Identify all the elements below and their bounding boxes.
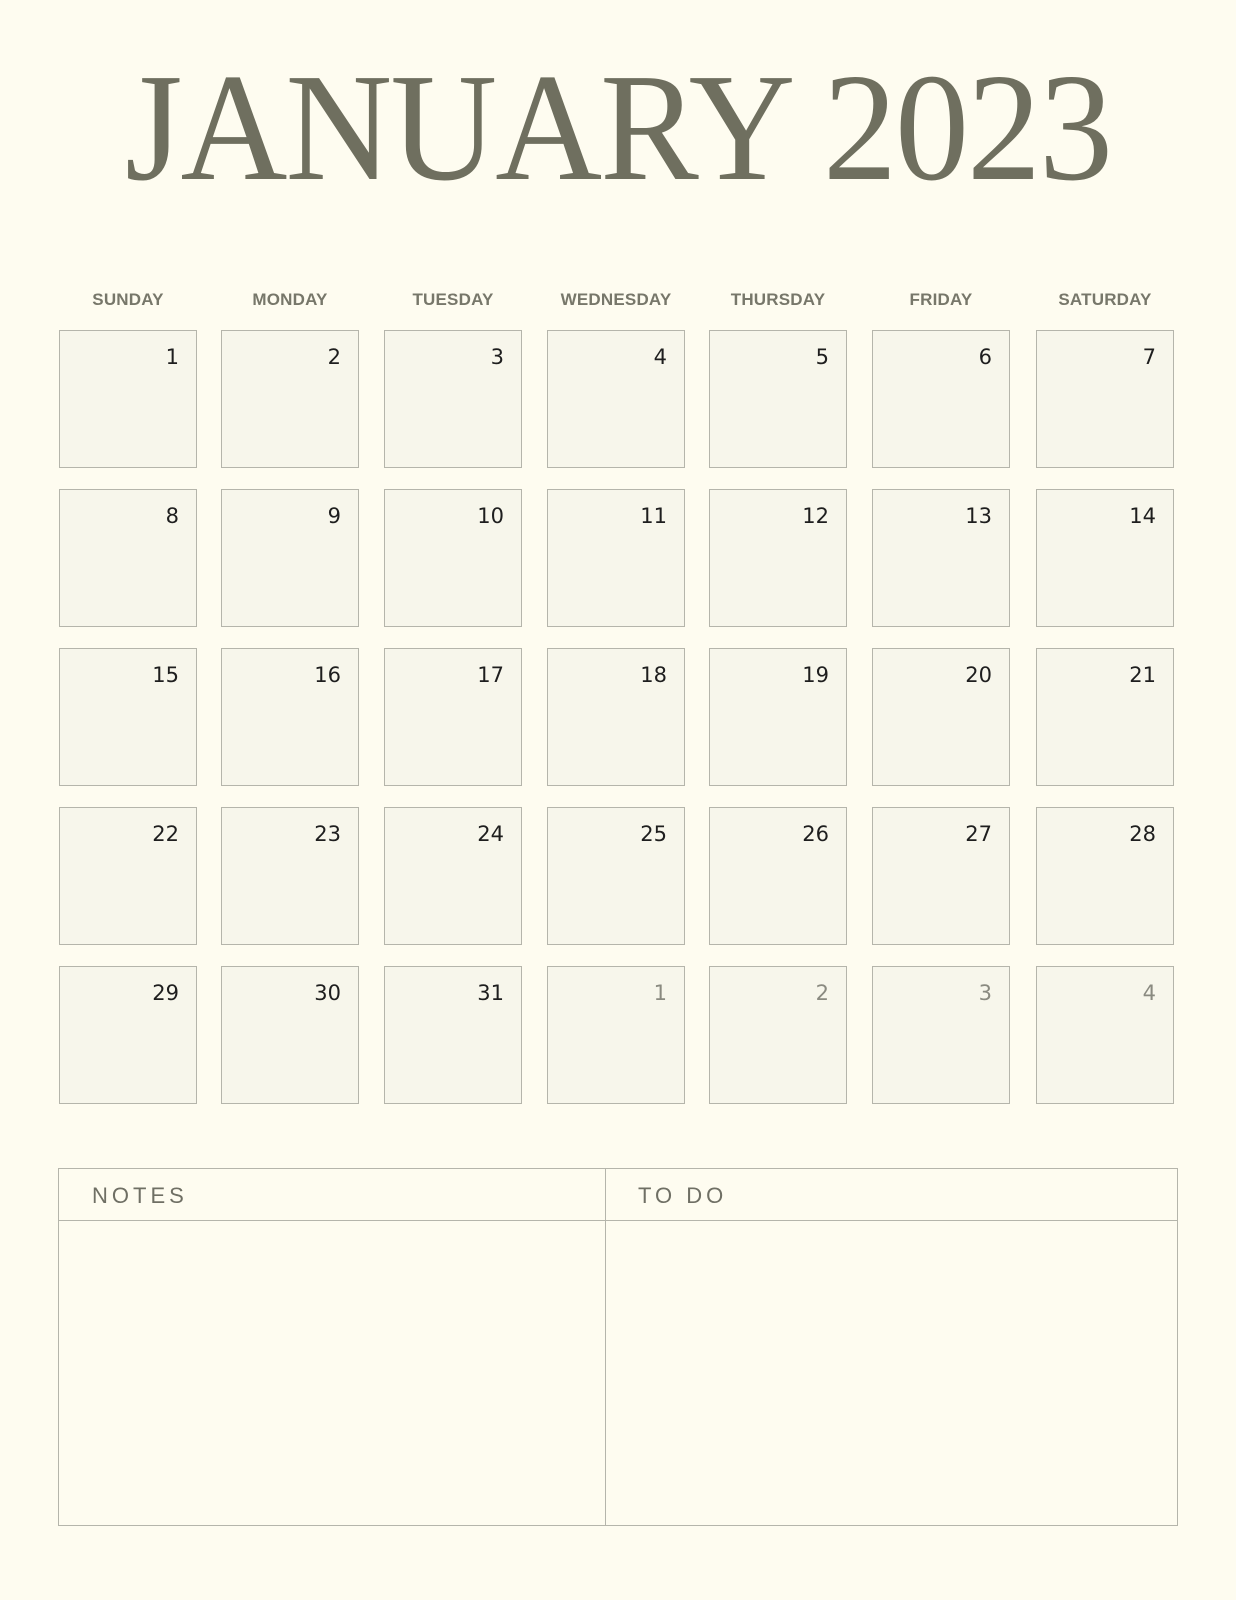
day-number: 3 bbox=[490, 345, 504, 369]
day-cell[interactable] bbox=[384, 807, 522, 945]
weekday-label-wednesday: WEDNESDAY bbox=[560, 290, 672, 309]
weekday-label-friday: FRIDAY bbox=[909, 290, 973, 309]
day-number: 12 bbox=[802, 504, 829, 528]
day-number: 19 bbox=[802, 663, 829, 687]
day-number: 17 bbox=[477, 663, 504, 687]
day-number: 3 bbox=[978, 981, 992, 1005]
day-number: 10 bbox=[477, 504, 504, 528]
day-number: 14 bbox=[1129, 504, 1156, 528]
day-number: 22 bbox=[152, 822, 179, 846]
day-cell[interactable] bbox=[709, 489, 847, 627]
day-cell[interactable] bbox=[59, 330, 197, 468]
day-number: 21 bbox=[1129, 663, 1156, 687]
notes-label: NOTES bbox=[92, 1183, 188, 1208]
day-number: 5 bbox=[815, 345, 829, 369]
day-cell[interactable] bbox=[59, 489, 197, 627]
day-number: 27 bbox=[965, 822, 992, 846]
notes-area[interactable] bbox=[59, 1222, 604, 1525]
weekday-label-saturday: SATURDAY bbox=[1058, 290, 1152, 309]
day-number: 4 bbox=[1142, 981, 1156, 1005]
day-number: 26 bbox=[802, 822, 829, 846]
day-cell[interactable] bbox=[547, 330, 685, 468]
day-cell[interactable] bbox=[384, 648, 522, 786]
day-number: 24 bbox=[477, 822, 504, 846]
day-number: 1 bbox=[165, 345, 179, 369]
day-cell[interactable] bbox=[547, 648, 685, 786]
day-cell[interactable] bbox=[59, 807, 197, 945]
day-cell[interactable] bbox=[221, 330, 359, 468]
day-number: 2 bbox=[815, 981, 829, 1005]
day-cell[interactable] bbox=[221, 648, 359, 786]
weekday-label-thursday: THURSDAY bbox=[730, 290, 826, 309]
day-cell[interactable] bbox=[1036, 330, 1174, 468]
day-cell[interactable] bbox=[872, 648, 1010, 786]
day-cell[interactable] bbox=[1036, 648, 1174, 786]
day-cell[interactable] bbox=[872, 330, 1010, 468]
day-number: 11 bbox=[640, 504, 667, 528]
todo-area[interactable] bbox=[607, 1222, 1177, 1525]
weekday-label-sunday: SUNDAY bbox=[92, 290, 164, 309]
day-cell[interactable] bbox=[547, 489, 685, 627]
day-number: 29 bbox=[152, 981, 179, 1005]
day-number: 18 bbox=[640, 663, 667, 687]
day-number: 30 bbox=[314, 981, 341, 1005]
day-cell[interactable] bbox=[709, 807, 847, 945]
day-number: 23 bbox=[314, 822, 341, 846]
day-cell[interactable] bbox=[1036, 807, 1174, 945]
day-cell[interactable] bbox=[547, 807, 685, 945]
day-number: 28 bbox=[1129, 822, 1156, 846]
next-month-day-cell[interactable] bbox=[872, 966, 1010, 1104]
day-number: 15 bbox=[152, 663, 179, 687]
day-number: 25 bbox=[640, 822, 667, 846]
day-cell[interactable] bbox=[872, 489, 1010, 627]
day-number: 31 bbox=[477, 981, 504, 1005]
panel-column-divider bbox=[605, 1169, 606, 1525]
day-number: 8 bbox=[165, 504, 179, 528]
day-cell[interactable] bbox=[59, 648, 197, 786]
next-month-day-cell[interactable] bbox=[1036, 966, 1174, 1104]
day-cell[interactable] bbox=[709, 330, 847, 468]
panel-header-divider bbox=[59, 1220, 1177, 1221]
next-month-day-cell[interactable] bbox=[547, 966, 685, 1104]
day-cell[interactable] bbox=[709, 648, 847, 786]
day-cell[interactable] bbox=[221, 489, 359, 627]
day-cell[interactable] bbox=[384, 330, 522, 468]
day-cell[interactable] bbox=[221, 807, 359, 945]
page-title: JANUARY 2023 bbox=[124, 42, 1112, 214]
day-number: 16 bbox=[314, 663, 341, 687]
notes-todo-panel bbox=[58, 1168, 1178, 1526]
day-number: 20 bbox=[965, 663, 992, 687]
day-number: 6 bbox=[978, 345, 992, 369]
day-number: 7 bbox=[1142, 345, 1156, 369]
day-number: 4 bbox=[653, 345, 667, 369]
day-number: 13 bbox=[965, 504, 992, 528]
next-month-day-cell[interactable] bbox=[709, 966, 847, 1104]
day-cell[interactable] bbox=[59, 966, 197, 1104]
weekday-label-tuesday: TUESDAY bbox=[412, 290, 494, 309]
day-cell[interactable] bbox=[221, 966, 359, 1104]
day-cell[interactable] bbox=[1036, 489, 1174, 627]
day-number: 1 bbox=[653, 981, 667, 1005]
weekday-label-monday: MONDAY bbox=[252, 290, 328, 309]
todo-label: TO DO bbox=[638, 1183, 728, 1208]
day-number: 2 bbox=[327, 345, 341, 369]
day-cell[interactable] bbox=[872, 807, 1010, 945]
day-cell[interactable] bbox=[384, 966, 522, 1104]
day-number: 9 bbox=[327, 504, 341, 528]
day-cell[interactable] bbox=[384, 489, 522, 627]
